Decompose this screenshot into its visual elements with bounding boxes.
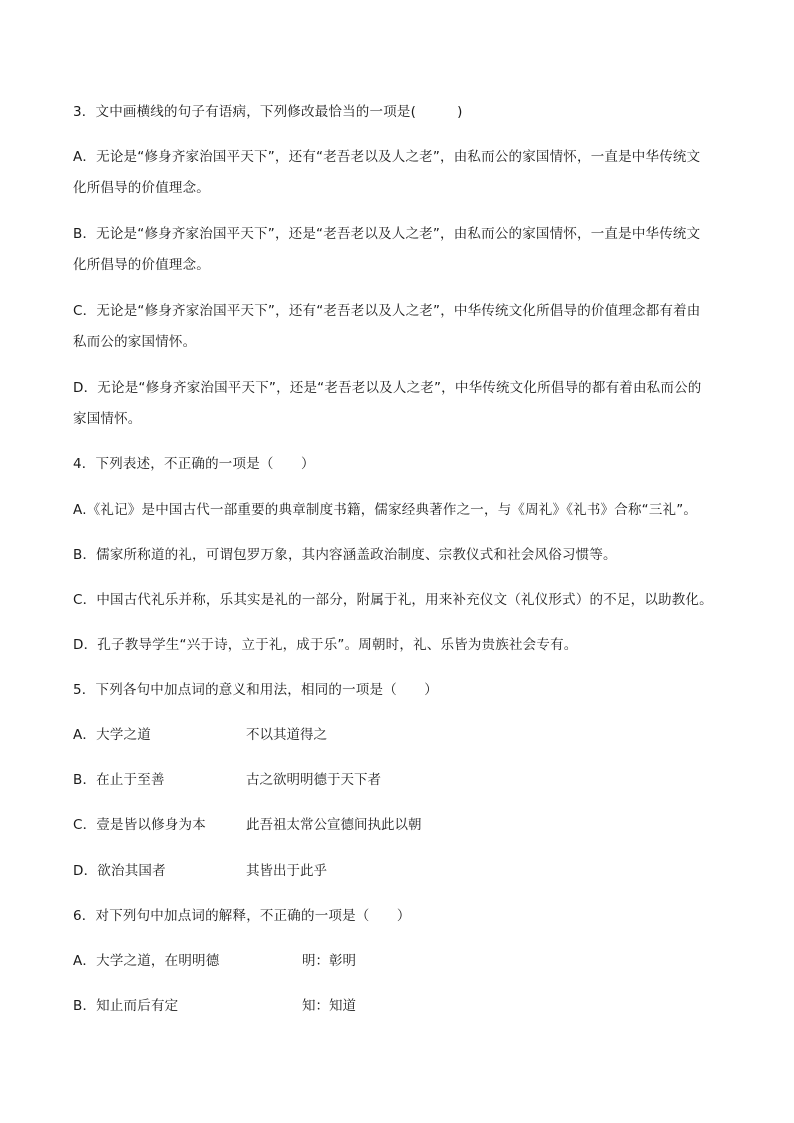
question-3-option-a-line2: 化所倡导的价值理念。: [73, 180, 210, 196]
question-4-option-d: D．孔子教导学生“兴于诗，立于礼，成于乐”。周朝时，礼、乐皆为贵族社会专有。: [73, 637, 578, 653]
question-5-option-c-right: 此吾祖太常公宣德间执此以朝: [246, 817, 422, 833]
question-6-option-b-right: 知：知道: [302, 998, 356, 1014]
question-6-option-b-left: B．知止而后有定: [73, 998, 179, 1014]
question-5-option-b-right: 古之欲明明德于天下者: [246, 772, 381, 788]
question-6-option-a-left: A．大学之道，在明明德: [73, 953, 220, 969]
question-5-option-d-left: D．欲治其国者: [73, 863, 166, 879]
question-5-option-d-right: 其皆出于此乎: [246, 863, 327, 879]
question-6-option-a-right: 明：彰明: [302, 953, 356, 969]
question-3-stem: 3．文中画横线的句子有语病，下列修改最恰当的一项是( ): [73, 104, 463, 120]
question-4-option-c: C．中国古代礼乐并称，乐其实是礼的一部分，附属于礼，用来补充仪文（礼仪形式）的不足，以助教化。: [73, 592, 713, 608]
question-4-option-b: B．儒家所称道的礼，可谓包罗万象，其内容涵盖政治制度、宗教仪式和社会风俗习惯等。: [73, 547, 617, 563]
question-5-option-a-right: 不以其道得之: [246, 727, 327, 743]
question-3-option-d-line2: 家国情怀。: [73, 411, 142, 427]
question-5-option-b-left: B．在止于至善: [73, 772, 165, 788]
question-3-option-c-line1: C．无论是“修身齐家治国平天下”，还有“老吾老以及人之老”，中华传统文化所倡导的价值理念都有着由: [73, 303, 701, 319]
question-5-stem: 5．下列各句中加点词的意义和用法，相同的一项是（ ）: [73, 682, 438, 698]
question-3-option-a-line1: A．无论是“修身齐家治国平天下”，还有“老吾老以及人之老”，由私而公的家国情怀，一直是中华传统文: [73, 149, 701, 165]
question-3-option-d-line1: D．无论是“修身齐家治国平天下”，还是“老吾老以及人之老”，中华传统文化所倡导的都有着由私而公的: [73, 380, 702, 396]
question-6-stem: 6．对下列句中加点词的解释，不正确的一项是（ ）: [73, 908, 411, 924]
question-3-option-c-line2: 私而公的家国情怀。: [73, 334, 197, 350]
question-4-option-a: A.《礼记》是中国古代一部重要的典章制度书籍，儒家经典著作之一，与《周礼》《礼书》合称“三礼”。: [73, 502, 698, 518]
question-5-option-a-left: A．大学之道: [73, 727, 151, 743]
question-3-option-b-line1: B．无论是“修身齐家治国平天下”，还是“老吾老以及人之老”，由私而公的家国情怀，一直是中华传统文: [73, 226, 701, 242]
question-4-stem: 4．下列表述，不正确的一项是（ ）: [73, 456, 315, 472]
question-5-option-c-left: C．壹是皆以修身为本: [73, 817, 206, 833]
question-3-option-b-line2: 化所倡导的价值理念。: [73, 257, 210, 273]
